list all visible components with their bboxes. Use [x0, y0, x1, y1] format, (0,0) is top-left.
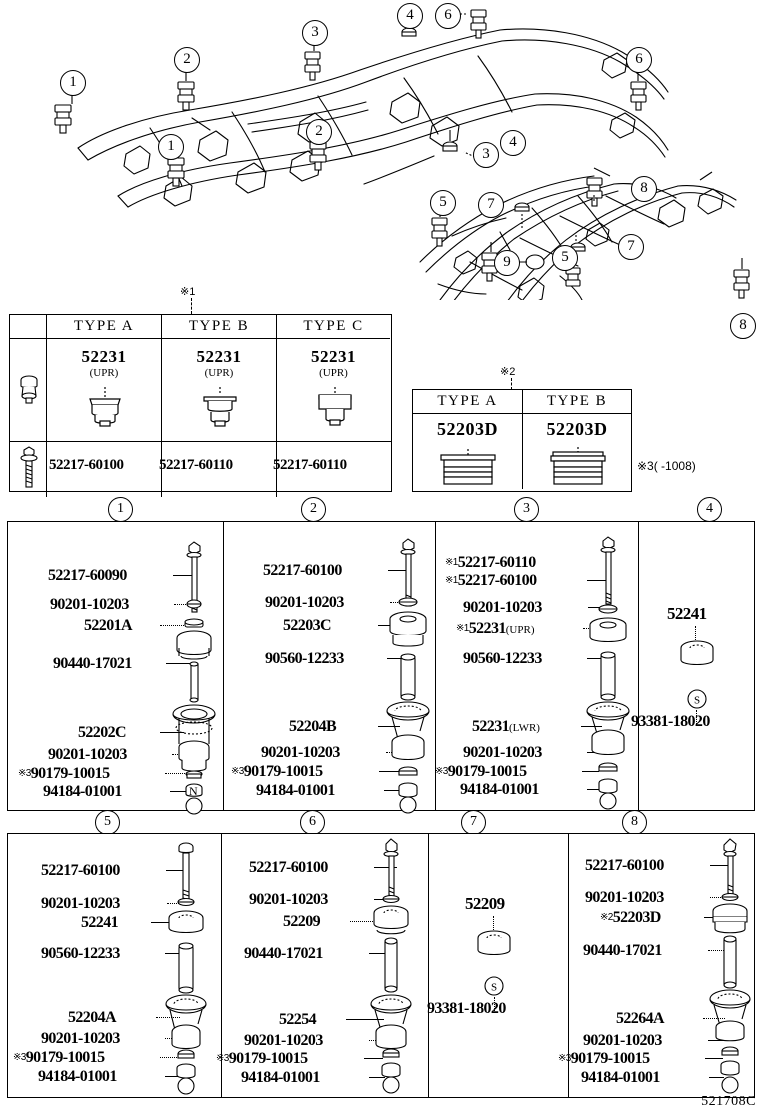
frame-callout-8: 8: [631, 176, 657, 202]
type2-a-cushion-art: [439, 449, 497, 489]
panel7-cushion-art: [474, 930, 514, 964]
panel-head-3: 3: [514, 497, 539, 522]
panel3-item-4: 90560-12233: [463, 650, 542, 667]
panel8-item-4: 52264A: [616, 1010, 664, 1027]
type-table-1-cell-b: [162, 339, 277, 441]
detail-panel-8: [558, 834, 754, 1097]
panel6-item-3: 90440-17021: [244, 945, 323, 962]
type-b-cushion-art: [202, 387, 238, 429]
type-table-2-cell-b: [523, 414, 631, 489]
panel-head-1: 1: [108, 497, 133, 522]
panel8-item-6: ※390179-10015: [558, 1050, 650, 1067]
detail-panel-group-bottom: [7, 833, 755, 1098]
panel6-item-1: 90201-10203: [249, 891, 328, 908]
panel1-item-2: 52201A: [84, 617, 132, 634]
panel2-item-1: 90201-10203: [265, 594, 344, 611]
type-table-1-cell-a: [47, 339, 162, 441]
panel1-n-symbol: N: [189, 784, 198, 798]
type-table-2-header-b: TYPE B: [523, 390, 631, 414]
diagram-code: 521708C: [701, 1094, 756, 1109]
frame-callout-7b: 7: [618, 234, 644, 260]
panel2-exploded-art: [386, 539, 436, 801]
panel3-item-1: ※152217-60100: [445, 572, 537, 589]
panel6-item-4: 52254: [279, 1011, 317, 1028]
frame-callout-9: 9: [494, 250, 520, 276]
panel7-s-mark: [483, 975, 505, 997]
panel4-item-0: 52241: [667, 604, 707, 623]
panel5-exploded-art: [166, 842, 214, 1087]
type-table-1-bolt-cell-b: [159, 442, 277, 497]
panel3-item-0: ※152217-60110: [445, 554, 536, 571]
panel2-item-6: ※390179-10015: [231, 763, 323, 780]
type-table-2-marker: ※2: [500, 366, 516, 378]
panel8-exploded-art: [710, 839, 758, 1087]
panel-head-5: 5: [95, 810, 120, 835]
type-table-2-header-a: TYPE A: [413, 390, 523, 414]
panel4-item-1: 93381-18020: [631, 713, 710, 730]
panel1-item-7: 94184-01001: [43, 783, 122, 800]
frame-callout-6: 6: [435, 3, 461, 29]
panel1-item-1: 90201-10203: [50, 596, 129, 613]
detail-panel-3: [435, 522, 639, 810]
panel5-item-0: 52217-60100: [41, 862, 120, 879]
panel5-item-2: 52241: [81, 914, 119, 931]
panel2-item-3: 90560-12233: [265, 650, 344, 667]
panel4-s-mark: [686, 688, 708, 710]
type-b-bolt-number: 52217-60110: [159, 457, 233, 473]
type-c-cushion-art: [317, 387, 353, 429]
panel8-item-0: 52217-60100: [585, 857, 664, 874]
type-table-1-header-row: [10, 315, 391, 339]
detail-panel-group-top: [7, 521, 755, 811]
panel1-item-3: 90440-17021: [53, 655, 132, 672]
svg-text:S: S: [490, 981, 498, 994]
panel3-item-3: ※152231(UPR): [456, 620, 535, 637]
detail-panel-2: [223, 522, 436, 810]
panel5-item-3: 90560-12233: [41, 945, 120, 962]
type-table-2-value-row: [413, 414, 631, 489]
frame-callout-5b: 5: [552, 245, 578, 271]
panel2-item-4: 52204B: [289, 718, 337, 735]
panel5-item-7: 94184-01001: [38, 1068, 117, 1085]
type-table-1-bolt-cell-a: [47, 442, 162, 497]
panel4-washer-art: [677, 640, 717, 674]
footnote-3: ※3( -1008): [637, 459, 696, 473]
type-b-part-number: 52231: [196, 347, 242, 366]
panel1-exploded-art: [173, 542, 223, 802]
type-table-1-bolt-icon-cell: [10, 442, 47, 497]
type-c-part-suffix: (UPR): [319, 367, 348, 379]
type2-b-cushion-art: [549, 447, 607, 489]
panel3-item-7: ※390179-10015: [435, 763, 527, 780]
type-table-1: [9, 314, 392, 492]
type-table-1-header-b: TYPE B: [162, 315, 277, 339]
type-a-part-number: 52231: [81, 347, 127, 366]
panel8-item-5: 90201-10203: [583, 1032, 662, 1049]
panel5-item-1: 90201-10203: [41, 895, 120, 912]
panel6-item-0: 52217-60100: [249, 859, 328, 876]
type-c-part-number: 52231: [311, 347, 356, 366]
type-table-2-header-row: [413, 390, 631, 414]
panel3-item-5: 52231(LWR): [472, 718, 540, 735]
panel-head-8: 8: [622, 810, 647, 835]
frame-callout-1: 1: [60, 70, 86, 96]
panel8-item-3: 90440-17021: [583, 942, 662, 959]
detail-panel-7: [428, 834, 569, 1097]
type-table-1-marker: ※1: [180, 286, 196, 298]
frame-callout-1b: 1: [158, 134, 184, 160]
panel6-item-5: 90201-10203: [244, 1032, 323, 1049]
detail-panel-6: [216, 834, 429, 1097]
panel2-item-7: 94184-01001: [256, 782, 335, 799]
panel6-exploded-art: [371, 839, 419, 1087]
frame-callout-4: 4: [397, 3, 423, 29]
frame-callout-4b: 4: [500, 130, 526, 156]
frame-callout-2b: 2: [306, 119, 332, 145]
type-a-bolt-number: 52217-60100: [49, 457, 124, 473]
type-table-1-icon-col-header: [10, 315, 47, 339]
frame-callout-5: 5: [430, 190, 456, 216]
panel5-item-5: 90201-10203: [41, 1030, 120, 1047]
frame-callout-6b: 6: [626, 47, 652, 73]
type-c-bolt-number: 52217-60110: [273, 457, 347, 473]
type-a-part-suffix: (UPR): [89, 367, 119, 379]
type-table-1-cushion-icon-cell: [10, 339, 47, 441]
frame-callout-8b: 8: [730, 313, 756, 339]
cushion-icon: [17, 375, 41, 405]
panel8-item-2: ※252203D: [600, 909, 661, 926]
type2-b-part-number: 52203D: [546, 419, 608, 439]
panel-head-4: 4: [697, 497, 722, 522]
frame-callout-3b: 3: [473, 142, 499, 168]
type-table-1-cell-c: [277, 339, 390, 441]
frame-callout-7: 7: [478, 192, 504, 218]
detail-panel-1: [8, 522, 224, 810]
type2-a-part-number: 52203D: [437, 419, 498, 439]
type-table-1-cushion-row: [10, 339, 391, 441]
panel8-item-1: 90201-10203: [585, 889, 664, 906]
panel6-item-2: 52209: [283, 913, 321, 930]
panel3-item-8: 94184-01001: [460, 781, 539, 798]
panel3-exploded-art: [587, 537, 637, 799]
panel2-item-2: 52203C: [283, 617, 331, 634]
panel5-item-6: ※390179-10015: [13, 1049, 105, 1066]
detail-panel-5: [8, 834, 222, 1097]
type-table-1-header-a: TYPE A: [47, 315, 162, 339]
panel8-item-7: 94184-01001: [581, 1069, 660, 1086]
type-table-1-bolt-cell-c: [273, 442, 390, 497]
panel2-item-5: 90201-10203: [261, 744, 340, 761]
panel6-item-7: 94184-01001: [241, 1069, 320, 1086]
panel2-item-0: 52217-60100: [263, 562, 342, 579]
panel7-item-0: 52209: [465, 894, 505, 913]
type-a-cushion-art: [87, 387, 123, 429]
panel3-item-6: 90201-10203: [463, 744, 542, 761]
type-table-1-marker-lead: [191, 298, 192, 314]
panel1-item-0: 52217-60090: [48, 567, 127, 584]
svg-text:S: S: [693, 694, 701, 707]
type-table-2: [412, 389, 632, 492]
type-table-1-header-c: TYPE C: [277, 315, 390, 339]
panel-head-6: 6: [300, 810, 325, 835]
bolt-icon: [20, 447, 38, 493]
type-b-part-suffix: (UPR): [204, 367, 234, 379]
frame-callout-3: 3: [302, 20, 328, 46]
panel1-item-5: 90201-10203: [48, 746, 127, 763]
panel3-item-2: 90201-10203: [463, 599, 542, 616]
panel-head-7: 7: [461, 810, 486, 835]
panel6-item-6: ※390179-10015: [216, 1050, 308, 1067]
type-table-2-cell-a: [413, 414, 523, 489]
detail-panel-4: [631, 522, 754, 810]
panel-head-2: 2: [301, 497, 326, 522]
panel1-item-6: ※390179-10015: [18, 765, 110, 782]
panel7-item-1: 93381-18020: [427, 1000, 506, 1017]
frame-callout-2: 2: [174, 47, 200, 73]
type-table-1-bolt-row: [10, 441, 391, 497]
panel5-item-4: 52204A: [68, 1009, 116, 1026]
panel1-item-4: 52202C: [78, 724, 126, 741]
